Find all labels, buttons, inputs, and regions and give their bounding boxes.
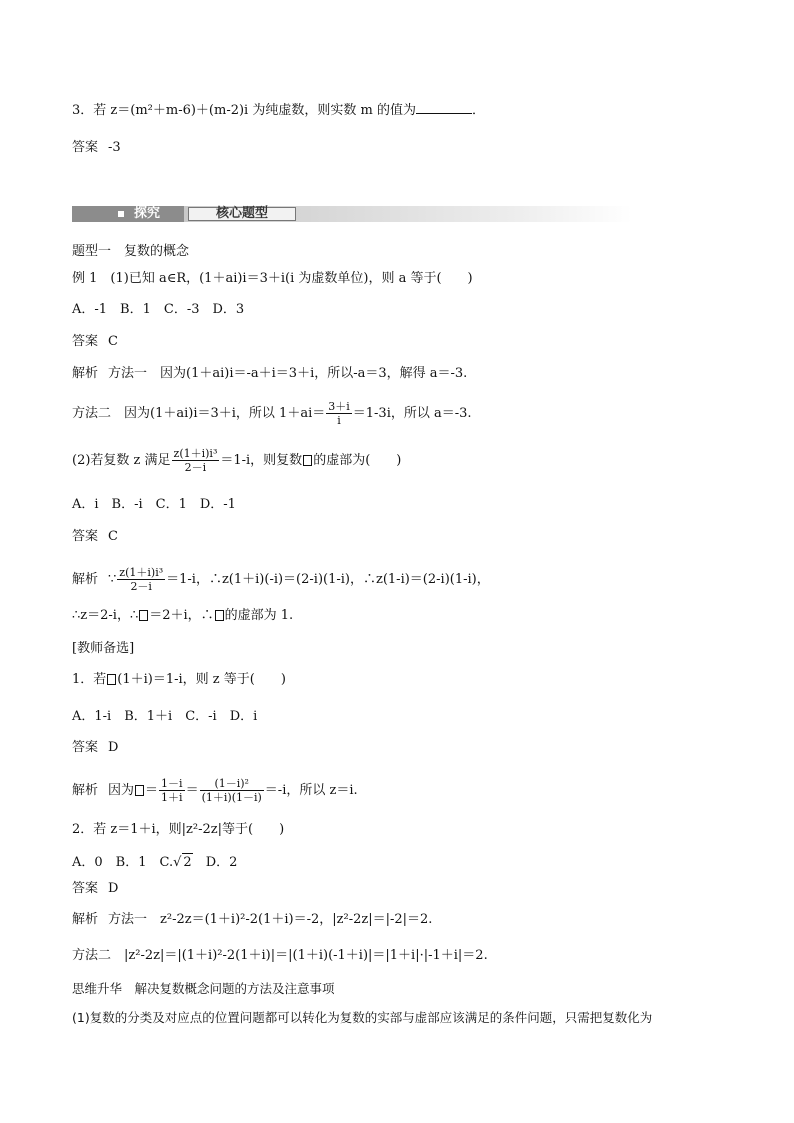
t1-post: (1＋i)＝1-i，则 z 等于( ) [117,672,286,687]
analysis-2-line2-b: ＝2＋i，∴ [149,608,214,623]
t1-a-post: ＝-i，所以 z＝i. [264,783,358,798]
teacher-question-1 [72,671,286,689]
fraction-numerator: 1－i [161,777,183,790]
answer-label: 答案 [72,881,99,896]
fraction-denominator: i [337,414,341,427]
fraction [117,566,165,593]
answer-value: C [108,529,118,544]
conjugate-z-icon [139,610,148,621]
banner-left-block [72,206,184,222]
answer-label: 答案 [72,529,99,544]
question-3 [72,101,485,120]
answer-line-1 [72,333,118,351]
fraction-denominator: 2－i [130,580,152,593]
answer-value: C [108,334,118,349]
answer-line [72,139,121,157]
analysis-label: 解析 [72,572,99,587]
analysis-2 [72,566,490,593]
analysis-text: 方法一 z²-2z＝(1＋i)²-2(1＋i)＝-2，|z²-2z|＝|-2|＝2. [108,912,433,927]
part-2-mid: ＝1-i，则复数 [220,453,303,468]
answer-value: -3 [108,140,121,155]
banner-square-icon [118,211,124,217]
method-2-post: ＝1-3i，所以 a＝-3. [352,406,472,421]
analysis-label: 解析 [72,783,99,798]
answer-label: 答案 [72,140,99,155]
answer-value: D [108,881,119,896]
teacher-analysis-2-method-2: 方法二 |z²-2z|＝|(1＋i)²-2(1＋i)|＝|(1＋i)(-1＋i)|＝|1＋i|·|-1＋i|＝2. [72,948,488,963]
fraction-denominator: (1＋i)(1－i) [201,791,262,804]
teacher-choices-2: A．0 B．1 C.√ 2 D．2 [72,855,238,870]
t2-choices-post: D．2 [192,855,238,870]
choices-1: A．-1 B．1 C．-3 D．3 [72,302,245,317]
analysis-2-line2-a: ∴z＝2-i，∴ [72,608,139,623]
part-2-post: 的虚部为( ) [313,453,402,468]
answer-value: D [108,740,119,755]
section-banner [72,206,632,222]
fraction-numerator: 3＋i [328,400,350,413]
method-2-pre: 方法二 因为(1＋ai)i＝3＋i，所以 1＋ai＝ [72,406,326,421]
answer-line-2 [72,528,118,546]
fraction [159,777,185,804]
fraction [172,447,220,474]
sqrt-value: 2 [183,855,192,870]
fraction-numerator: z(1＋i)i³ [119,566,164,579]
analysis-1 [72,365,467,383]
teacher-question-2: 2．若 z＝1＋i，则|z²-2z|等于( ) [72,822,285,837]
teacher-choices-1: A．1-i B．1＋i C．-i D．i [72,709,258,724]
type-title: 题型一 复数的概念 [72,244,190,259]
think-title: 思维升华 解决复数概念问题的方法及注意事项 [72,981,335,996]
conjugate-z-icon [303,455,312,466]
analysis-text: 方法一 因为(1＋ai)i＝-a＋i＝3＋i，所以-a＝3，解得 a＝-3. [108,366,468,381]
fraction [326,400,352,427]
banner-right-label: 核心题型 [216,206,269,221]
t1-a-pre: 因为 [108,783,135,798]
example-1-part-2 [72,447,401,474]
question-tail: ． [471,103,485,118]
t2-choices-pre: A．0 B．1 C. [72,855,174,870]
analysis-2-pre: ∵ [108,572,117,587]
fraction-denominator: 2－i [184,461,207,474]
example-1-part-1: 例 1 (1)已知 a∈R，(1＋ai)i＝3＋i(i 为虚数单位)，则 a 等于( ) [72,271,473,286]
conjugate-z-icon [215,610,224,621]
conjugate-z-icon [135,785,144,796]
teacher-title: [教师备选] [72,641,135,656]
analysis-label: 解析 [72,912,99,927]
answer-blank [416,101,472,114]
choices-2: A．i B．-i C．1 D．-1 [72,497,236,512]
banner-left-label: 探究 [134,206,161,221]
method-2-line [72,400,472,427]
fraction-denominator: 1＋i [161,791,183,804]
equals-sign: ＝ [185,783,199,798]
teacher-analysis-2 [72,911,432,929]
teacher-analysis-1 [72,777,358,804]
teacher-answer-1 [72,739,118,757]
conjugate-z-icon [107,674,116,685]
part-2-pre: (2)若复数 z 满足 [72,453,171,468]
fraction [200,777,264,804]
question-text: 3．若 z＝(m²＋m-6)＋(m-2)i 为纯虚数，则实数 m 的值为 [72,103,416,118]
t1-pre: 1．若 [72,672,107,687]
analysis-2-line2-c: 的虚部为 1. [224,608,294,623]
fraction-numerator: (1－i)² [200,777,264,791]
think-line-1: (1)复数的分类及对应点的位置问题都可以转化为复数的实部与虚部应该满足的条件问题，只需把复数化为 [72,1010,653,1025]
teacher-answer-2 [72,880,118,898]
answer-label: 答案 [72,740,99,755]
analysis-label: 解析 [72,366,99,381]
equals-sign: ＝ [145,783,159,798]
analysis-2-post: ＝1-i，∴z(1＋i)(-i)＝(2-i)(1-i)，∴z(1-i)＝(2-i)(1-i)， [166,572,490,587]
answer-label: 答案 [72,334,99,349]
fraction-numerator: z(1＋i)i³ [173,447,218,460]
analysis-2-line-2 [72,607,293,625]
